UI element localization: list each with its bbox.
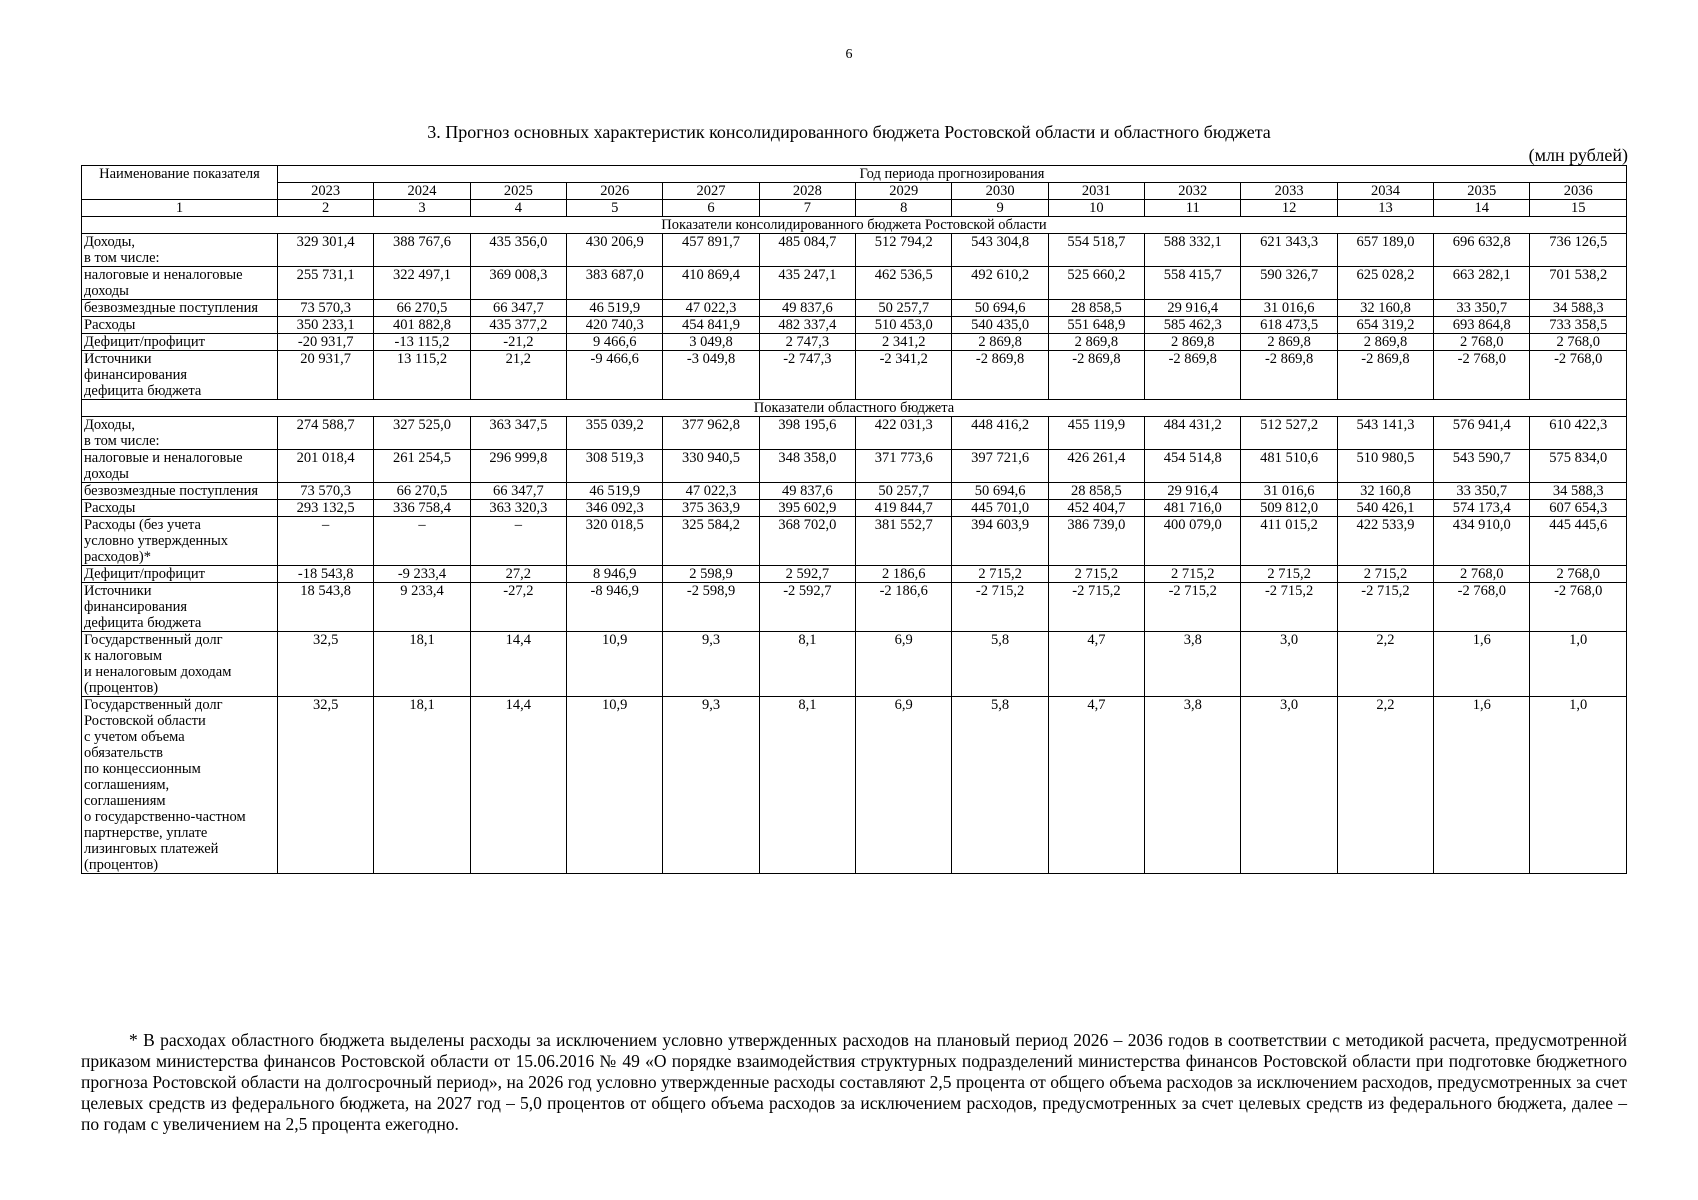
value-cell: 32 160,8 xyxy=(1337,300,1433,317)
column-number: 3 xyxy=(374,200,470,217)
value-cell: 33 350,7 xyxy=(1434,483,1530,500)
header-year: 2033 xyxy=(1241,183,1337,200)
row-name: Источники финансирования дефицита бюджета xyxy=(82,351,278,400)
value-cell: -9 466,6 xyxy=(567,351,663,400)
value-cell: -2 768,0 xyxy=(1530,583,1627,632)
column-numbers-row xyxy=(82,200,1627,217)
value-cell: 336 758,4 xyxy=(374,500,470,517)
value-cell: 411 015,2 xyxy=(1241,517,1337,566)
value-cell: 481 510,6 xyxy=(1241,450,1337,483)
value-cell: 9,3 xyxy=(663,632,759,697)
row-name: Государственный долг к налоговым и неналоговым доходам (процентов) xyxy=(82,632,278,697)
value-cell: 618 473,5 xyxy=(1241,317,1337,334)
column-number: 7 xyxy=(759,200,855,217)
value-cell: 452 404,7 xyxy=(1048,500,1144,517)
row-name: безвозмездные поступления xyxy=(82,483,278,500)
value-cell: 525 660,2 xyxy=(1048,267,1144,300)
row-name: Расходы (без учета условно утвержденных расходов)* xyxy=(82,517,278,566)
value-cell: 49 837,6 xyxy=(759,483,855,500)
value-cell: 394 603,9 xyxy=(952,517,1048,566)
value-cell: 13 115,2 xyxy=(374,351,470,400)
header-name-column: Наименование показателя xyxy=(82,166,278,200)
column-number: 14 xyxy=(1434,200,1530,217)
value-cell: 49 837,6 xyxy=(759,300,855,317)
value-cell: 8,1 xyxy=(759,697,855,874)
value-cell: 10,9 xyxy=(567,697,663,874)
value-cell: 21,2 xyxy=(470,351,566,400)
value-cell: 18,1 xyxy=(374,632,470,697)
value-cell: – xyxy=(470,517,566,566)
value-cell: 512 794,2 xyxy=(856,234,952,267)
value-cell: 733 358,5 xyxy=(1530,317,1627,334)
value-cell: 27,2 xyxy=(470,566,566,583)
page-number: 6 xyxy=(845,47,853,62)
column-number: 6 xyxy=(663,200,759,217)
value-cell: 435 247,1 xyxy=(759,267,855,300)
value-cell: 420 740,3 xyxy=(567,317,663,334)
value-cell: 484 431,2 xyxy=(1145,417,1241,450)
value-cell: -2 341,2 xyxy=(856,351,952,400)
value-cell: 73 570,3 xyxy=(278,300,374,317)
value-cell: 47 022,3 xyxy=(663,300,759,317)
value-cell: -2 869,8 xyxy=(952,351,1048,400)
table-row xyxy=(82,300,1627,317)
value-cell: 482 337,4 xyxy=(759,317,855,334)
value-cell: 66 270,5 xyxy=(374,483,470,500)
value-cell: 29 916,4 xyxy=(1145,300,1241,317)
table-row xyxy=(82,697,1627,874)
value-cell: 4,7 xyxy=(1048,632,1144,697)
value-cell: 576 941,4 xyxy=(1434,417,1530,450)
value-cell: 388 767,6 xyxy=(374,234,470,267)
column-number: 5 xyxy=(567,200,663,217)
value-cell: 2 598,9 xyxy=(663,566,759,583)
document-title: 3. Прогноз основных характеристик консолидированного бюджета Ростовской области и областного бюджета xyxy=(427,122,1271,142)
header-year: 2023 xyxy=(278,183,374,200)
row-name: налоговые и неналоговые доходы xyxy=(82,450,278,483)
value-cell: 368 702,0 xyxy=(759,517,855,566)
header-year: 2032 xyxy=(1145,183,1241,200)
header-period-label: Год периода прогнозирования xyxy=(278,166,1627,183)
value-cell: 3,0 xyxy=(1241,632,1337,697)
column-number: 8 xyxy=(856,200,952,217)
value-cell: 2 715,2 xyxy=(1337,566,1433,583)
value-cell: 31 016,6 xyxy=(1241,483,1337,500)
table-row xyxy=(82,566,1627,583)
value-cell: 363 347,5 xyxy=(470,417,566,450)
section-row xyxy=(82,217,1627,234)
value-cell: 554 518,7 xyxy=(1048,234,1144,267)
header-row xyxy=(82,166,1627,183)
row-name: Доходы, в том числе: xyxy=(82,234,278,267)
value-cell: 2 186,6 xyxy=(856,566,952,583)
value-cell: 590 326,7 xyxy=(1241,267,1337,300)
value-cell: 625 028,2 xyxy=(1337,267,1433,300)
table-row xyxy=(82,351,1627,400)
row-name: безвозмездные поступления xyxy=(82,300,278,317)
value-cell: 255 731,1 xyxy=(278,267,374,300)
value-cell: 2,2 xyxy=(1337,632,1433,697)
value-cell: 66 270,5 xyxy=(374,300,470,317)
table-row xyxy=(82,334,1627,351)
value-cell: 375 363,9 xyxy=(663,500,759,517)
value-cell: 6,9 xyxy=(856,697,952,874)
table-row xyxy=(82,483,1627,500)
header-years-row xyxy=(82,183,1627,200)
column-number: 2 xyxy=(278,200,374,217)
column-number: 10 xyxy=(1048,200,1144,217)
value-cell: 201 018,4 xyxy=(278,450,374,483)
value-cell: 2 715,2 xyxy=(1241,566,1337,583)
table-row xyxy=(82,583,1627,632)
header-year: 2028 xyxy=(759,183,855,200)
column-number: 12 xyxy=(1241,200,1337,217)
value-cell: 621 343,3 xyxy=(1241,234,1337,267)
header-year: 2030 xyxy=(952,183,1048,200)
value-cell: 2 592,7 xyxy=(759,566,855,583)
value-cell: -2 715,2 xyxy=(1048,583,1144,632)
value-cell: 492 610,2 xyxy=(952,267,1048,300)
value-cell: 2 715,2 xyxy=(1145,566,1241,583)
value-cell: -2 869,8 xyxy=(1241,351,1337,400)
row-name: Расходы xyxy=(82,500,278,517)
table-row xyxy=(82,632,1627,697)
header-year: 2031 xyxy=(1048,183,1144,200)
value-cell: 395 602,9 xyxy=(759,500,855,517)
row-name: налоговые и неналоговые доходы xyxy=(82,267,278,300)
value-cell: 34 588,3 xyxy=(1530,300,1627,317)
section-title: Показатели областного бюджета xyxy=(82,400,1627,417)
value-cell: 2 869,8 xyxy=(1337,334,1433,351)
row-name: Расходы xyxy=(82,317,278,334)
value-cell: 325 584,2 xyxy=(663,517,759,566)
value-cell: 575 834,0 xyxy=(1530,450,1627,483)
value-cell: 445 701,0 xyxy=(952,500,1048,517)
value-cell: 2 869,8 xyxy=(1048,334,1144,351)
value-cell: -2 715,2 xyxy=(1241,583,1337,632)
budget-forecast-table xyxy=(81,165,1627,874)
value-cell: 34 588,3 xyxy=(1530,483,1627,500)
value-cell: 377 962,8 xyxy=(663,417,759,450)
value-cell: 383 687,0 xyxy=(567,267,663,300)
value-cell: 558 415,7 xyxy=(1145,267,1241,300)
value-cell: 610 422,3 xyxy=(1530,417,1627,450)
value-cell: 2 768,0 xyxy=(1434,566,1530,583)
value-cell: 9 233,4 xyxy=(374,583,470,632)
value-cell: -13 115,2 xyxy=(374,334,470,351)
value-cell: 2 715,2 xyxy=(952,566,1048,583)
value-cell: 386 739,0 xyxy=(1048,517,1144,566)
value-cell: 398 195,6 xyxy=(759,417,855,450)
value-cell: 274 588,7 xyxy=(278,417,374,450)
value-cell: 736 126,5 xyxy=(1530,234,1627,267)
value-cell: 66 347,7 xyxy=(470,300,566,317)
table-row xyxy=(82,500,1627,517)
table-row xyxy=(82,267,1627,300)
value-cell: 543 590,7 xyxy=(1434,450,1530,483)
value-cell: 2 341,2 xyxy=(856,334,952,351)
value-cell: 454 514,8 xyxy=(1145,450,1241,483)
value-cell: 397 721,6 xyxy=(952,450,1048,483)
value-cell: 29 916,4 xyxy=(1145,483,1241,500)
value-cell: -9 233,4 xyxy=(374,566,470,583)
value-cell: 369 008,3 xyxy=(470,267,566,300)
value-cell: 454 841,9 xyxy=(663,317,759,334)
table-row xyxy=(82,317,1627,334)
value-cell: 9,3 xyxy=(663,697,759,874)
column-number: 1 xyxy=(82,200,278,217)
value-cell: 654 319,2 xyxy=(1337,317,1433,334)
row-name: Доходы, в том числе: xyxy=(82,417,278,450)
value-cell: 543 141,3 xyxy=(1337,417,1433,450)
header-year: 2026 xyxy=(567,183,663,200)
value-cell: 2 715,2 xyxy=(1048,566,1144,583)
value-cell: 2 869,8 xyxy=(952,334,1048,351)
value-cell: -2 869,8 xyxy=(1145,351,1241,400)
value-cell: 14,4 xyxy=(470,632,566,697)
value-cell: 348 358,0 xyxy=(759,450,855,483)
value-cell: 1,0 xyxy=(1530,632,1627,697)
value-cell: -27,2 xyxy=(470,583,566,632)
value-cell: – xyxy=(278,517,374,566)
value-cell: 2 747,3 xyxy=(759,334,855,351)
value-cell: 422 031,3 xyxy=(856,417,952,450)
value-cell: 585 462,3 xyxy=(1145,317,1241,334)
value-cell: -2 715,2 xyxy=(952,583,1048,632)
value-cell: 5,8 xyxy=(952,697,1048,874)
header-year: 2034 xyxy=(1337,183,1433,200)
value-cell: 455 119,9 xyxy=(1048,417,1144,450)
value-cell: 422 533,9 xyxy=(1337,517,1433,566)
table-row xyxy=(82,234,1627,267)
value-cell: 66 347,7 xyxy=(470,483,566,500)
value-cell: 31 016,6 xyxy=(1241,300,1337,317)
value-cell: 701 538,2 xyxy=(1530,267,1627,300)
value-cell: 481 716,0 xyxy=(1145,500,1241,517)
value-cell: -20 931,7 xyxy=(278,334,374,351)
value-cell: 2 768,0 xyxy=(1434,334,1530,351)
value-cell: 663 282,1 xyxy=(1434,267,1530,300)
value-cell: 462 536,5 xyxy=(856,267,952,300)
value-cell: -2 869,8 xyxy=(1048,351,1144,400)
table-row xyxy=(82,517,1627,566)
section-row xyxy=(82,400,1627,417)
header-year: 2036 xyxy=(1530,183,1627,200)
value-cell: 8 946,9 xyxy=(567,566,663,583)
value-cell: 588 332,1 xyxy=(1145,234,1241,267)
value-cell: -2 598,9 xyxy=(663,583,759,632)
value-cell: 6,9 xyxy=(856,632,952,697)
value-cell: 293 132,5 xyxy=(278,500,374,517)
value-cell: 540 435,0 xyxy=(952,317,1048,334)
table-row xyxy=(82,417,1627,450)
value-cell: -2 869,8 xyxy=(1337,351,1433,400)
column-number: 4 xyxy=(470,200,566,217)
value-cell: 574 173,4 xyxy=(1434,500,1530,517)
value-cell: 28 858,5 xyxy=(1048,483,1144,500)
value-cell: 330 940,5 xyxy=(663,450,759,483)
value-cell: 448 416,2 xyxy=(952,417,1048,450)
value-cell: 3 049,8 xyxy=(663,334,759,351)
value-cell: 696 632,8 xyxy=(1434,234,1530,267)
row-name: Дефицит/профицит xyxy=(82,566,278,583)
value-cell: 5,8 xyxy=(952,632,1048,697)
header-year: 2029 xyxy=(856,183,952,200)
value-cell: 543 304,8 xyxy=(952,234,1048,267)
value-cell: -2 768,0 xyxy=(1434,583,1530,632)
table-body xyxy=(82,166,1627,874)
header-year: 2027 xyxy=(663,183,759,200)
value-cell: 50 694,6 xyxy=(952,483,1048,500)
column-number: 15 xyxy=(1530,200,1627,217)
value-cell: 2 869,8 xyxy=(1241,334,1337,351)
value-cell: 3,8 xyxy=(1145,632,1241,697)
value-cell: 510 453,0 xyxy=(856,317,952,334)
value-cell: 401 882,8 xyxy=(374,317,470,334)
value-cell: 329 301,4 xyxy=(278,234,374,267)
column-number: 11 xyxy=(1145,200,1241,217)
value-cell: 32 160,8 xyxy=(1337,483,1433,500)
value-cell: -2 768,0 xyxy=(1434,351,1530,400)
value-cell: 320 018,5 xyxy=(567,517,663,566)
value-cell: 50 257,7 xyxy=(856,300,952,317)
value-cell: 46 519,9 xyxy=(567,483,663,500)
value-cell: 346 092,3 xyxy=(567,500,663,517)
value-cell: -2 768,0 xyxy=(1530,351,1627,400)
value-cell: 18,1 xyxy=(374,697,470,874)
value-cell: 540 426,1 xyxy=(1337,500,1433,517)
value-cell: 261 254,5 xyxy=(374,450,470,483)
value-cell: 400 079,0 xyxy=(1145,517,1241,566)
value-cell: 485 084,7 xyxy=(759,234,855,267)
value-cell: 419 844,7 xyxy=(856,500,952,517)
value-cell: 9 466,6 xyxy=(567,334,663,351)
value-cell: 355 039,2 xyxy=(567,417,663,450)
row-name: Государственный долг Ростовской области с учетом объема обязательств по концессионным соглашениям, соглашениям о государственно-частном партнерстве, уплате лизинговых платежей (процентов) xyxy=(82,697,278,874)
value-cell: -3 049,8 xyxy=(663,351,759,400)
value-cell: 10,9 xyxy=(567,632,663,697)
value-cell: -18 543,8 xyxy=(278,566,374,583)
row-name: Дефицит/профицит xyxy=(82,334,278,351)
value-cell: 3,0 xyxy=(1241,697,1337,874)
table-row xyxy=(82,450,1627,483)
value-cell: 296 999,8 xyxy=(470,450,566,483)
value-cell: 47 022,3 xyxy=(663,483,759,500)
value-cell: 551 648,9 xyxy=(1048,317,1144,334)
value-cell: 50 694,6 xyxy=(952,300,1048,317)
value-cell: 2,2 xyxy=(1337,697,1433,874)
value-cell: 327 525,0 xyxy=(374,417,470,450)
footnote: * В расходах областного бюджета выделены расходы за исключением условно утвержденных расходов на плановый период 2026 – 2036 годов в соответствии с методикой расчета, предусмотренной приказом министерства финансов Ростовской области от 15.06.2016 № 49 «О порядке взаимодействия структурных подразделений министерства финансов Ростовской области при подготовке бюджетного прогноза Ростовской области на долгосрочный период», на 2026 год условно утвержденные расходы составляют 2,5 процента от общего объема расходов за исключением расходов, предусмотренных за счет целевых средств из федерального бюджета, на 2027 год – 5,0 процентов от общего объема расходов за исключением расходов, предусмотренных за счет целевых средств из федерального бюджета, далее – по годам с увеличением на 2,5 процента ежегодно. xyxy=(81,1030,1627,1134)
value-cell: 8,1 xyxy=(759,632,855,697)
value-cell: 33 350,7 xyxy=(1434,300,1530,317)
header-year: 2024 xyxy=(374,183,470,200)
value-cell: -2 715,2 xyxy=(1337,583,1433,632)
value-cell: 657 189,0 xyxy=(1337,234,1433,267)
value-cell: 607 654,3 xyxy=(1530,500,1627,517)
value-cell: 20 931,7 xyxy=(278,351,374,400)
value-cell: 308 519,3 xyxy=(567,450,663,483)
value-cell: 2 768,0 xyxy=(1530,334,1627,351)
header-year: 2035 xyxy=(1434,183,1530,200)
value-cell: 1,6 xyxy=(1434,697,1530,874)
value-cell: 350 233,1 xyxy=(278,317,374,334)
row-name: Источники финансирования дефицита бюджета xyxy=(82,583,278,632)
value-cell: 4,7 xyxy=(1048,697,1144,874)
value-cell: 2 768,0 xyxy=(1530,566,1627,583)
value-cell: 693 864,8 xyxy=(1434,317,1530,334)
column-number: 9 xyxy=(952,200,1048,217)
value-cell: 509 812,0 xyxy=(1241,500,1337,517)
value-cell: 445 445,6 xyxy=(1530,517,1627,566)
value-cell: 18 543,8 xyxy=(278,583,374,632)
value-cell: -2 592,7 xyxy=(759,583,855,632)
value-cell: 32,5 xyxy=(278,697,374,874)
value-cell: 435 377,2 xyxy=(470,317,566,334)
value-cell: 434 910,0 xyxy=(1434,517,1530,566)
header-year: 2025 xyxy=(470,183,566,200)
value-cell: 73 570,3 xyxy=(278,483,374,500)
units-label: (млн рублей) xyxy=(1528,145,1628,165)
value-cell: 3,8 xyxy=(1145,697,1241,874)
value-cell: 46 519,9 xyxy=(567,300,663,317)
value-cell: 410 869,4 xyxy=(663,267,759,300)
value-cell: -2 186,6 xyxy=(856,583,952,632)
value-cell: -2 747,3 xyxy=(759,351,855,400)
value-cell: 50 257,7 xyxy=(856,483,952,500)
value-cell: 2 869,8 xyxy=(1145,334,1241,351)
value-cell: 371 773,6 xyxy=(856,450,952,483)
value-cell: -8 946,9 xyxy=(567,583,663,632)
value-cell: -2 715,2 xyxy=(1145,583,1241,632)
value-cell: 510 980,5 xyxy=(1337,450,1433,483)
value-cell: -21,2 xyxy=(470,334,566,351)
value-cell: 457 891,7 xyxy=(663,234,759,267)
value-cell: 1,0 xyxy=(1530,697,1627,874)
column-number: 13 xyxy=(1337,200,1433,217)
value-cell: 363 320,3 xyxy=(470,500,566,517)
value-cell: 28 858,5 xyxy=(1048,300,1144,317)
value-cell: 426 261,4 xyxy=(1048,450,1144,483)
value-cell: 435 356,0 xyxy=(470,234,566,267)
section-title: Показатели консолидированного бюджета Ростовской области xyxy=(82,217,1627,234)
value-cell: 32,5 xyxy=(278,632,374,697)
value-cell: 1,6 xyxy=(1434,632,1530,697)
value-cell: – xyxy=(374,517,470,566)
value-cell: 430 206,9 xyxy=(567,234,663,267)
value-cell: 512 527,2 xyxy=(1241,417,1337,450)
value-cell: 14,4 xyxy=(470,697,566,874)
value-cell: 322 497,1 xyxy=(374,267,470,300)
value-cell: 381 552,7 xyxy=(856,517,952,566)
